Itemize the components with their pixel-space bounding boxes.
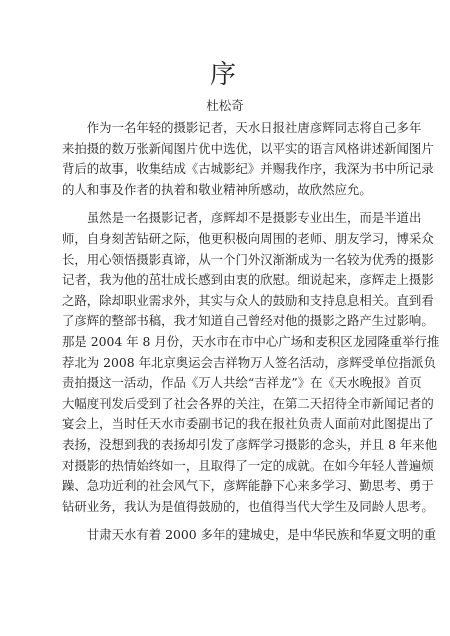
text-line: 责拍摄这一活动，作品《万人共绘“吉祥龙”》在《天水晚报》首页 (62, 375, 422, 391)
text-line: 的人和事及作者的执着和敬业精神所感动，故欣然应允。 (62, 181, 372, 197)
text-line: 宴会上，当时任天水市委副书记的我在报社负责人面前对此图提出了 (62, 416, 434, 432)
paragraph-3 (62, 525, 436, 546)
text-line: 躁、急功近利的社会风气下，彦辉能静下心来多学习、勤思考、勇于 (62, 478, 434, 494)
text-line: 师，自身刻苦钻研之际，他更积极向周围的老师、朋友学习，博采众 (62, 230, 434, 246)
text-line: 来拍摄的数万张新闻图片优中选优，以平实的语言风格讲述新闻图片 (62, 140, 434, 156)
paragraph-1 (62, 118, 434, 200)
text-line: 荐北为 2008 年北京奥运会吉祥物万人签名活动，彦辉受单位指派负 (62, 354, 436, 370)
text-line: 钻研业务，我认为是值得鼓励的，也值得当代大学生及同龄人思考。 (62, 498, 434, 514)
text-line: 了彦辉的整部书稿，我才知道自己曾经对他的摄影之路产生过影响。 (62, 313, 434, 329)
text-line: 长，用心领悟摄影真谛，从一个门外汉渐渐成为一名较为优秀的摄影 (62, 251, 434, 267)
page-title: 序 (209, 60, 240, 90)
text-line: 虽然是一名摄影记者，彦辉却不是摄影专业出生，而是半道出 (86, 210, 422, 226)
text-line: 之路，除却职业需求外，其实与众人的鼓励和支持息息相关。直到看 (62, 292, 434, 308)
paragraph-2 (62, 208, 440, 517)
text-line: 记者，我为他的茁壮成长感到由衷的欣慰。细说起来，彦辉走上摄影 (62, 272, 434, 288)
text-line: 表扬，没想到我的表扬却引发了彦辉学习摄影的念头，并且 8 年来他 (62, 436, 438, 452)
body-text (62, 118, 440, 546)
text-line: 大幅度刊发后受到了社会各界的关注，在第二天招待全市新闻记者的 (62, 395, 434, 411)
text-line: 甘肃天水有着 2000 多年的建城史，是中华民族和华夏文明的重 (86, 527, 436, 543)
author-name: 杜松奇 (206, 98, 244, 113)
text-line: 背后的故事，收集结成《古城影纪》并赐我作序，我深为书中所记录 (62, 161, 434, 177)
text-line: 对摄影的热情始终如一，且取得了一定的成就。在如今年轻人普遍烦 (62, 457, 434, 473)
text-line: 那是 2004 年 8 月份，天水市在市中心广场和麦积区龙园隆重举行推 (62, 333, 440, 349)
text-line: 作为一名年轻的摄影记者，天水日报社唐彦辉同志将自己多年 (86, 120, 422, 135)
